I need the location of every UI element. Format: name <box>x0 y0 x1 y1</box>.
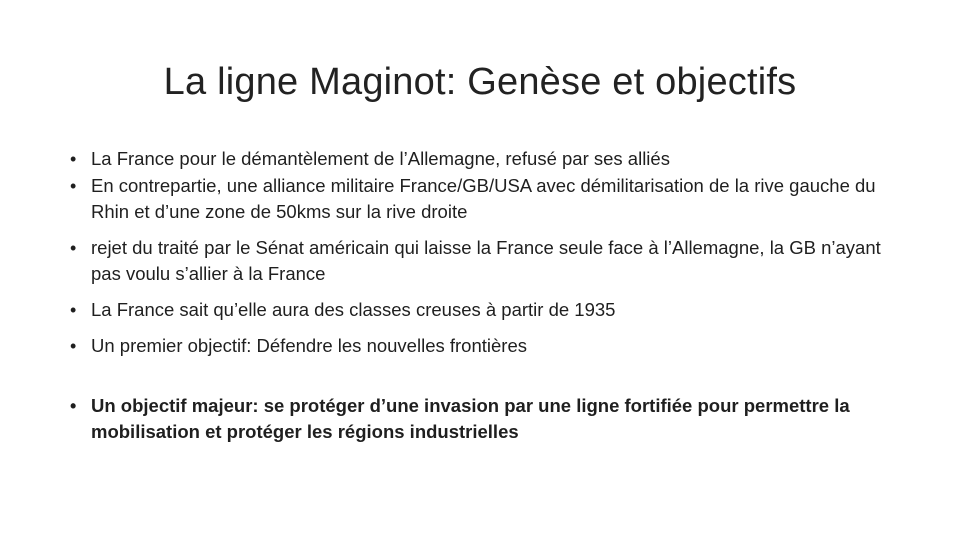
bullet-item: • En contrepartie, une alliance militaire France/GB/USA avec démilitarisation de la rive gauche du Rhin et d’une zone de 50kms sur la rive droite <box>70 173 900 225</box>
bullet-list <box>70 146 900 455</box>
slide-title: La ligne Maginot: Genèse et objectifs <box>163 61 797 103</box>
bullet-item: • Un premier objectif: Défendre les nouvelles frontières <box>70 333 900 359</box>
bullet-item-emphasis: • Un objectif majeur: se protéger d’une invasion par une ligne fortifiée pour permettre la mobilisation et protéger les régions industrielles <box>70 393 900 445</box>
bullet-item: • La France sait qu’elle aura des classes creuses à partir de 1935 <box>70 297 900 323</box>
bullet-item: • rejet du traité par le Sénat américain qui laisse la France seule face à l’Allemagne, la GB n’ayant pas voulu s’allier à la France <box>70 235 900 287</box>
bullet-item: • La France pour le démantèlement de l’Allemagne, refusé par ses alliés <box>70 146 900 172</box>
